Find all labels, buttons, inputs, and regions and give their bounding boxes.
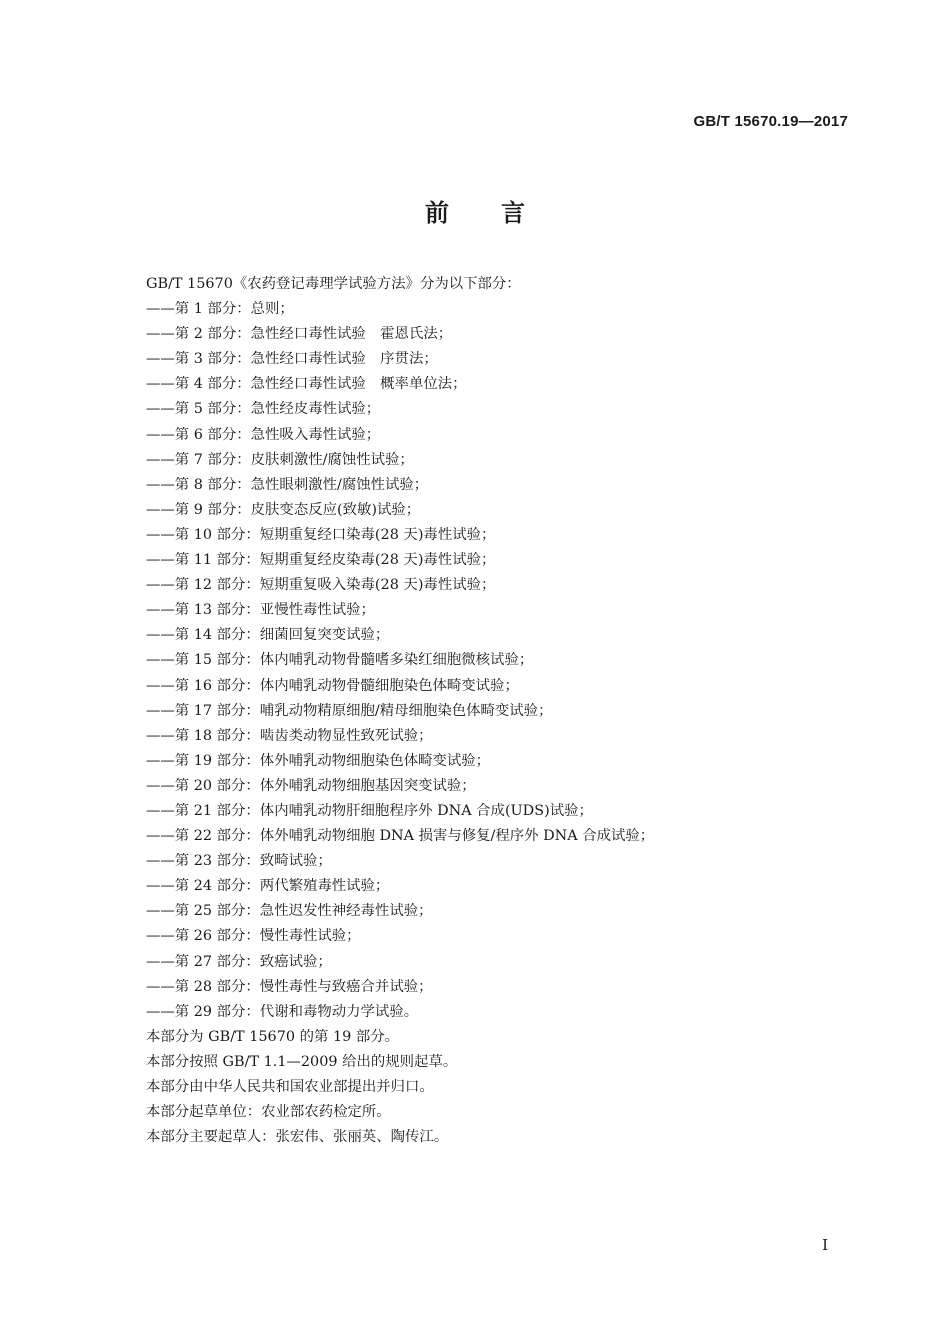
statement-paragraph: 本部分为 GB/T 15670 的第 19 部分。	[146, 1028, 399, 1045]
list-item: ——第 17 部分：哺乳动物精原细胞/精母细胞染色体畸变试验；	[146, 702, 553, 719]
list-item: ——第 16 部分：体内哺乳动物骨髓细胞染色体畸变试验；	[146, 677, 519, 694]
page-title: 前言	[425, 199, 577, 227]
list-item: ——第 24 部分：两代繁殖毒性试验；	[146, 878, 390, 895]
list-item: ——第 29 部分：代谢和毒物动力学试验。	[146, 1003, 419, 1020]
list-item: ——第 11 部分：短期重复经皮染毒(28 天)毒性试验；	[146, 552, 496, 569]
list-item: ——第 23 部分：致畸试验；	[146, 853, 332, 870]
list-item: ——第 28 部分：慢性毒性与致癌合并试验；	[146, 978, 433, 995]
list-item: ——第 8 部分：急性眼刺激性/腐蚀性试验；	[146, 476, 429, 493]
list-item: ——第 15 部分：体内哺乳动物骨髓嗜多染红细胞微核试验；	[146, 652, 534, 669]
list-item: ——第 21 部分：体内哺乳动物肝细胞程序外 DNA 合成(UDS)试验；	[146, 802, 593, 819]
standard-number: GB/T 15670.19—2017	[693, 113, 848, 130]
foreword-body	[146, 272, 866, 1150]
list-item: ——第 26 部分：慢性毒性试验；	[146, 928, 361, 945]
list-item: ——第 2 部分：急性经口毒性试验 霍恩氏法；	[146, 326, 453, 343]
list-item: ——第 9 部分：皮肤变态反应(致敏)试验；	[146, 501, 421, 518]
statement-paragraph: 本部分按照 GB/T 1.1—2009 给出的规则起草。	[146, 1053, 458, 1070]
list-item: ——第 22 部分：体外哺乳动物细胞 DNA 损害与修复/程序外 DNA 合成试验；	[146, 828, 655, 845]
list-item: ——第 25 部分：急性迟发性神经毒性试验；	[146, 903, 433, 920]
list-item: ——第 18 部分：啮齿类动物显性致死试验；	[146, 727, 433, 744]
intro-paragraph: GB/T 15670《农药登记毒理学试验方法》分为以下部分：	[146, 276, 521, 292]
page-number: I	[822, 1236, 828, 1254]
list-item: ——第 1 部分：总则；	[146, 301, 294, 318]
list-item: ——第 27 部分：致癌试验；	[146, 953, 332, 970]
list-item: ——第 19 部分：体外哺乳动物细胞染色体畸变试验；	[146, 752, 491, 769]
statements-list	[146, 1025, 866, 1150]
list-item: ——第 5 部分：急性经皮毒性试验；	[146, 401, 381, 418]
list-item: ——第 3 部分：急性经口毒性试验 序贯法；	[146, 351, 438, 368]
list-item: ——第 20 部分：体外哺乳动物细胞基因突变试验；	[146, 777, 476, 794]
list-item: ——第 13 部分：亚慢性毒性试验；	[146, 602, 375, 619]
statement-paragraph: 本部分起草单位：农业部农药检定所。	[146, 1104, 391, 1121]
statement-paragraph: 本部分主要起草人：张宏伟、张丽英、陶传江。	[146, 1129, 449, 1146]
list-item: ——第 7 部分：皮肤刺激性/腐蚀性试验；	[146, 451, 414, 468]
parts-list	[146, 297, 866, 1025]
list-item: ——第 6 部分：急性吸入毒性试验；	[146, 426, 381, 443]
list-item: ——第 10 部分：短期重复经口染毒(28 天)毒性试验；	[146, 526, 496, 543]
statement-paragraph: 本部分由中华人民共和国农业部提出并归口。	[146, 1079, 434, 1095]
list-item: ——第 14 部分：细菌回复突变试验；	[146, 627, 390, 644]
list-item: ——第 4 部分：急性经口毒性试验 概率单位法；	[146, 376, 467, 393]
list-item: ——第 12 部分：短期重复吸入染毒(28 天)毒性试验；	[146, 577, 496, 594]
